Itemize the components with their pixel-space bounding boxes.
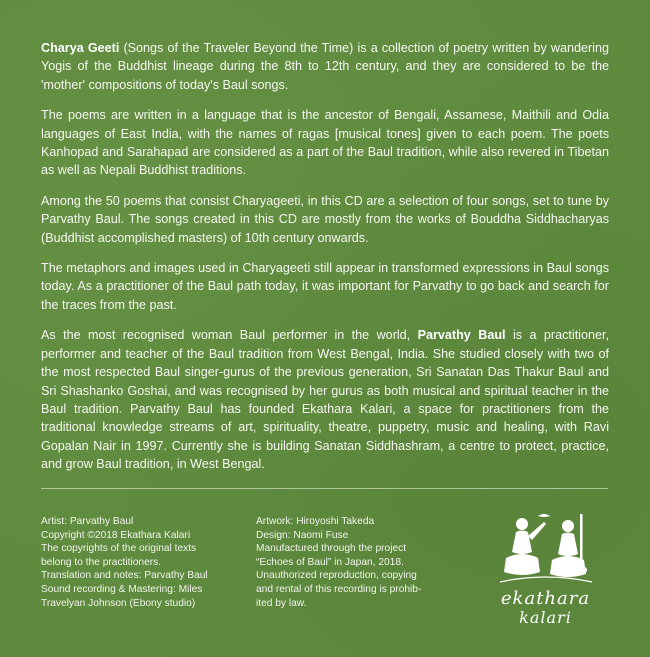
credit-line: Artist: Parvathy Baul bbox=[41, 516, 134, 527]
two-musicians-figure-icon bbox=[492, 512, 600, 590]
credit-line: and rental of this recording is prohib- bbox=[256, 583, 422, 595]
credit-line: Artwork: Hiroyoshi Takeda bbox=[256, 516, 375, 527]
name-parvathy-baul: Parvathy Baul bbox=[417, 328, 506, 343]
section-divider bbox=[41, 488, 608, 489]
credit-line: ited by law. bbox=[256, 597, 307, 609]
credits-left-column bbox=[41, 515, 251, 610]
paragraph-metaphors: The metaphors and images used in Charyageeti still appear in transformed expressions in Baul songs today. As a practitioner of the Baul path today, it was important for Parvathy to go back and search for the traces from the past. bbox=[41, 261, 609, 312]
credit-line: belong to the practitioners. bbox=[41, 556, 162, 568]
logo-text-kalari: kalari bbox=[519, 608, 572, 627]
credit-line: The copyrights of the original texts bbox=[41, 543, 197, 555]
credit-line: “Echoes of Baul” in Japan, 2018. bbox=[256, 556, 404, 568]
title-charya-geeti: Charya Geeti bbox=[41, 41, 120, 55]
credit-line: Translation and notes: Parvathy Baul bbox=[41, 570, 208, 582]
paragraph-selection: Among the 50 poems that consist Charyageeti, in this CD are a selection of four songs, set to tune by Parvathy Baul. The songs created in this CD are mostly from the works of Bouddha Siddhacharyas (Buddhist accomplished masters) of 10th century onwards. bbox=[41, 193, 609, 245]
credit-line: Design: Naomi Fuse bbox=[256, 529, 349, 541]
ekathara-kalari-logo bbox=[478, 512, 613, 632]
paragraph-charya-geeti: Charya Geeti (Songs of the Traveler Beyond the Time) is a collection of poetry written by wandering Yogis of the Buddhist lineage during the 8th to 12th century, and they are considered to be the 'mother' compositions of today's Baul songs. bbox=[41, 41, 609, 92]
credit-line: Travelyan Johnson (Ebony studio) bbox=[41, 597, 196, 609]
paragraph-parvathy-baul: As the most recognised woman Baul performer in the world, Parvathy Baul is a practitioner, performer and teacher of the Baul tradition from West Bengal, India. She studied closely with two of the most respected Baul singer-gurus of the previous generation, Sri Sanatan Das Thakur Baul and Sri Shashanko Goshai, and was recognised by her gurus as both musical and spiritual teacher in the Baul tradition. Parvathy Baul has founded Ekathara Kalari, a space for practitioners from the traditional knowledge streams of art, spirituality, theatre, puppetry, music and healing, with Ravi Gopalan Nair in 1997. Currently she is building Sanatan Siddhashram, a centre to protect, practice, and grow Baul tradition, in West Bengal. bbox=[41, 328, 609, 472]
credit-line: Sound recording & Mastering: Miles bbox=[41, 583, 203, 595]
liner-notes-body bbox=[41, 39, 609, 486]
credit-line: Unauthorized reproduction, copying bbox=[256, 570, 417, 582]
paragraph-language: The poems are written in a language that is the ancestor of Bengali, Assamese, Maithili and Odia languages of East India, with the names of ragas [musical tones] given to each poem. The poets Kanhopad and Sarahapad are considered as a part of the Baul tradition, while also revered in Tibetan as well as Nepali Buddhist traditions. bbox=[41, 108, 609, 178]
credit-line: Manufactured through the project bbox=[256, 543, 407, 555]
credits-right-column bbox=[256, 515, 456, 610]
logo-text-ekathara: ekathara bbox=[500, 588, 591, 609]
credit-line: Copyright ©2018 Ekathara Kalari bbox=[41, 529, 191, 541]
